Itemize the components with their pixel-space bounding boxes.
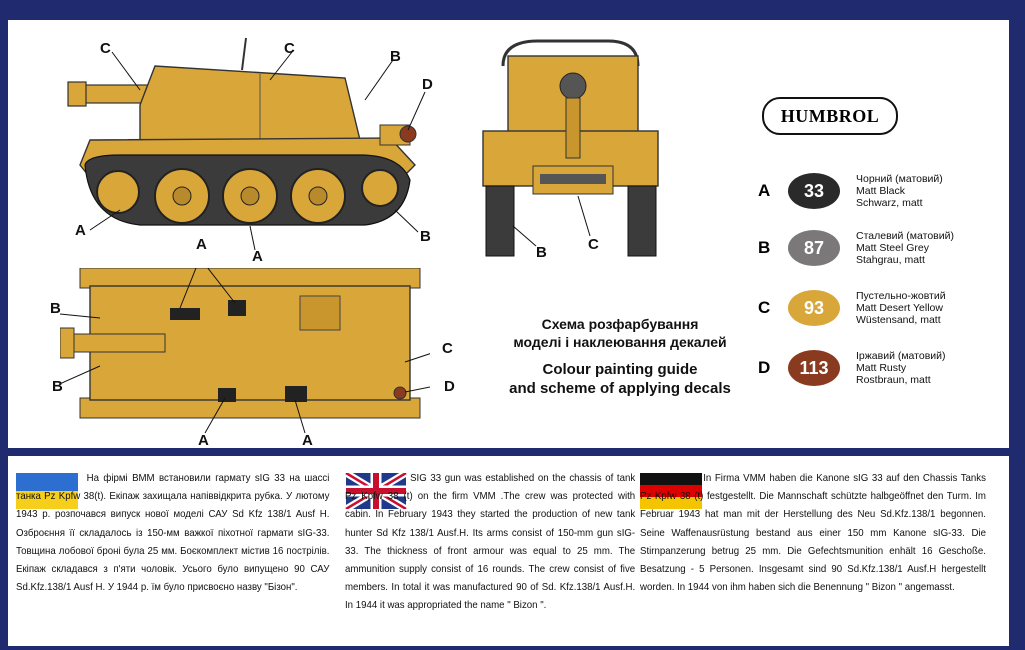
callout-a: A bbox=[75, 222, 86, 239]
callout-c: C bbox=[100, 40, 111, 57]
callout-d: D bbox=[422, 76, 433, 93]
callout-a: A bbox=[196, 236, 207, 253]
tank-front-view bbox=[478, 36, 668, 266]
callout-a: A bbox=[198, 432, 209, 449]
guide-title-en: Colour painting guide and scheme of applying decals bbox=[509, 361, 731, 397]
description-ua: На фірмі ВММ встановили гармату sIG 33 на шассі танка Pz Kpfw 38(t). Екіпаж захищала напіввідкрита рубка. У лютому 1943 р. розпочався випуск нової моделі САУ Sd Kfz 138/1 Ausf H. Озброєння її складалось із 150-мм важкої піхотної гармати sIG-33. Товщина лобової броні була 25 мм. Боєкомплект містив 16 пострілів. Екіпаж складався з п'яти чоловік. Усього було випущено 90 САУ Sd.Kfz.138/1 Ausf H. У 1944 р. їм було присвоєно назву "Бізон". bbox=[16, 473, 330, 594]
guide-title-ua: Схема розфарбування моделі і наклеювання декалей bbox=[513, 316, 727, 350]
callout-b: B bbox=[536, 244, 547, 261]
paint-swatch: 113 bbox=[788, 350, 840, 386]
paint-row-b: B 87 Сталевий (матовий) Matt Steel Grey Stahgrau, matt bbox=[758, 230, 954, 266]
callout-b: B bbox=[390, 48, 401, 65]
paint-row-c: C 93 Пустельно-жовтий Matt Desert Yellow Wüstensand, matt bbox=[758, 290, 946, 326]
humbrol-logo: HUMBROL bbox=[762, 97, 898, 135]
description-en: SIG 33 gun was established on the chassis of tank Pz Kpfw 38 (t) on the firm VMM .The crew was protected with cabin. In February 1943 they started the production of new tank hunter Sd Kfz 138/1 Ausf.H. Its arms consist of 150-mm gun sIG-33. The thickness of front armour was equal to 25 mm. The ammunition supply consist of 16 rounds. The crew consist of five members. In total it was manufactured 90 of Sd. Kfz.138/1 Ausf.H. In 1944 it was appropriated the name " Bizon ". bbox=[345, 473, 636, 612]
callout-c: C bbox=[284, 40, 295, 57]
callout-b: B bbox=[420, 228, 431, 245]
description-de: In Firma VMM haben die Kanone sIG 33 auf den Chassis Tanks Pz Kpfw 38 (t) festgestellt. Die Mannschaft schützte halbgeöffnet den Turm. Im Februar 1943 hat man mit der Herstellung des Neu Sd.Kfz.138/1 begonnen. Seine Waffenausrüstung bestand aus einer 150 mm Kanone sIG-33. Die Stirnpanzerung betrug 25 mm. Die Gefechtsmunition enhält 16 Geschoße. Besatzung - 5 Personen. Insgesamt sind 90 Sd.Kfz.138/1 Ausf.H hergestellt worden. In 1944 von ihm haben sich die Benennung " Bizon " angemasst. bbox=[640, 473, 986, 594]
paint-row-a: A 33 Чорний (матовий) Matt Black Schwarz, matt bbox=[758, 173, 943, 209]
callout-c: C bbox=[442, 340, 453, 357]
paint-swatch: 93 bbox=[788, 290, 840, 326]
callout-b: B bbox=[50, 300, 61, 317]
paint-row-d: D 113 Іржавий (матовий) Matt Rusty Rostbraun, matt bbox=[758, 350, 946, 386]
tank-top-view bbox=[60, 268, 430, 443]
tank-side-view bbox=[60, 30, 440, 260]
paint-swatch: 87 bbox=[788, 230, 840, 266]
callout-d: D bbox=[444, 378, 455, 395]
callout-c: C bbox=[588, 236, 599, 253]
callout-a: A bbox=[252, 248, 263, 265]
callout-b: B bbox=[52, 378, 63, 395]
callout-a: A bbox=[302, 432, 313, 449]
paint-swatch: 33 bbox=[788, 173, 840, 209]
